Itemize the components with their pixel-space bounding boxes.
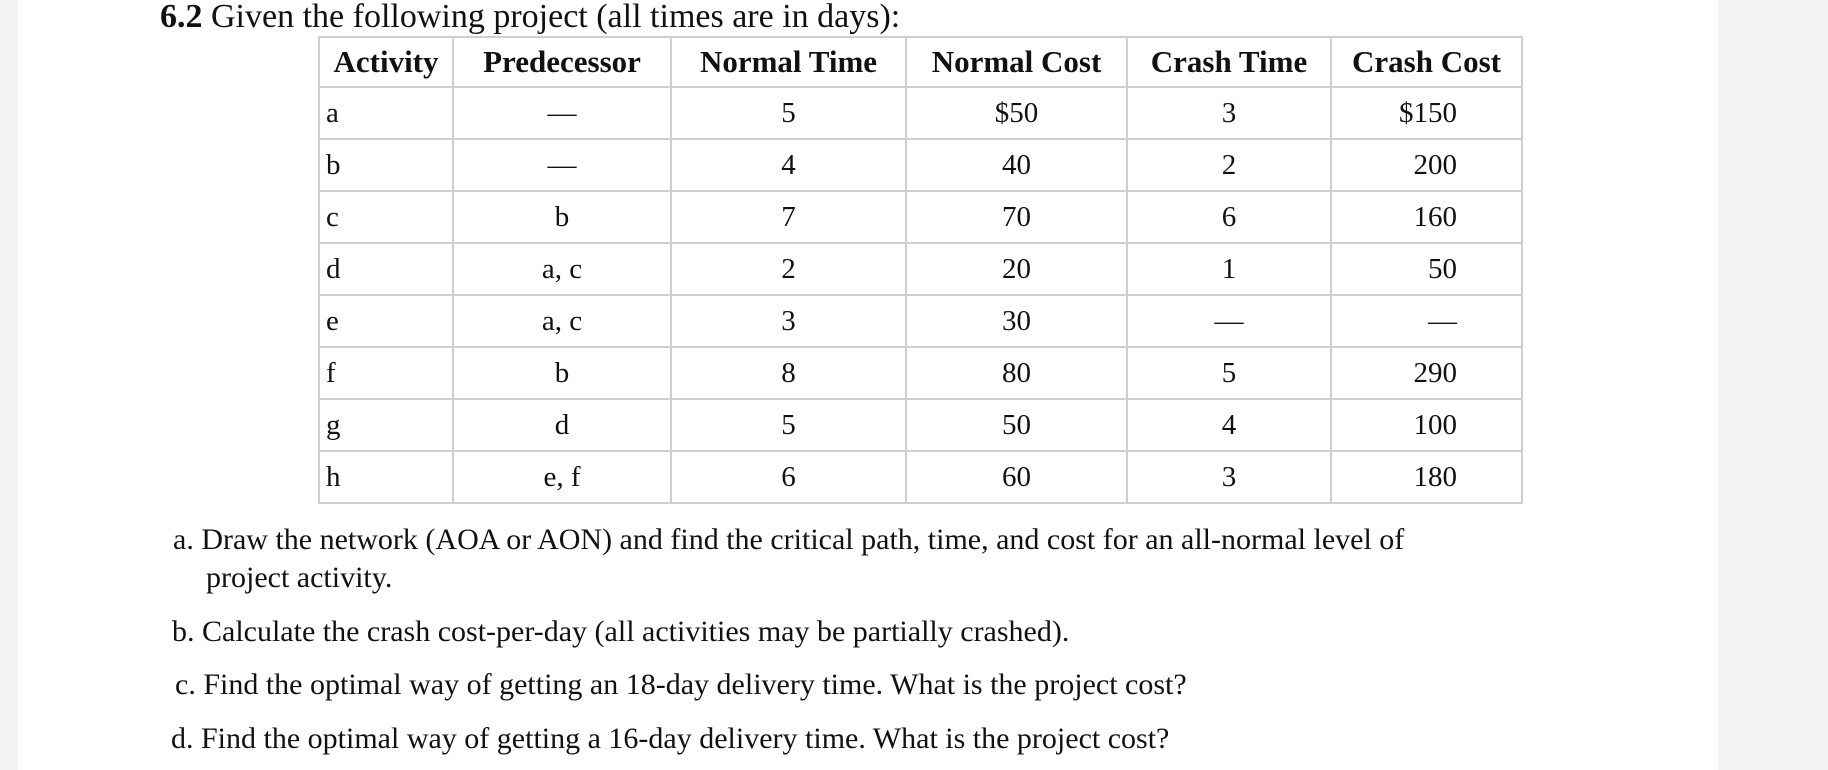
cell-crash-time: 1 bbox=[1127, 243, 1331, 295]
cell-crash-time: 6 bbox=[1127, 191, 1331, 243]
document-page bbox=[18, 0, 1718, 770]
cell-activity: e bbox=[319, 295, 453, 347]
cell-normal-time: 8 bbox=[671, 347, 906, 399]
table-header-row bbox=[319, 37, 1522, 87]
project-table bbox=[318, 36, 1523, 504]
cell-activity: f bbox=[319, 347, 453, 399]
cell-crash-cost: 180 bbox=[1331, 451, 1522, 503]
cell-normal-time: 5 bbox=[671, 399, 906, 451]
cell-activity: b bbox=[319, 139, 453, 191]
cell-crash-time: 3 bbox=[1127, 87, 1331, 139]
cell-predecessor: e, f bbox=[453, 451, 671, 503]
cell-predecessor: — bbox=[453, 87, 671, 139]
cell-crash-time: — bbox=[1127, 295, 1331, 347]
question-c: c. Find the optimal way of getting an 18-day delivery time. What is the project cost? bbox=[175, 668, 1187, 701]
cell-predecessor: b bbox=[453, 347, 671, 399]
table-row bbox=[319, 347, 1522, 399]
question-b: b. Calculate the crash cost-per-day (all activities may be partially crashed). bbox=[172, 615, 1070, 648]
table-row bbox=[319, 451, 1522, 503]
cell-normal-time: 5 bbox=[671, 87, 906, 139]
question-d: d. Find the optimal way of getting a 16-day delivery time. What is the project cost? bbox=[171, 722, 1170, 755]
question-a-line1: a. Draw the network (AOA or AON) and find the critical path, time, and cost for an all-normal level of bbox=[173, 523, 1405, 556]
cell-predecessor: — bbox=[453, 139, 671, 191]
header-normal-cost: Normal Cost bbox=[906, 37, 1127, 87]
cell-normal-cost: 40 bbox=[906, 139, 1127, 191]
problem-intro: Given the following project (all times are in days): bbox=[211, 0, 901, 35]
cell-crash-cost: 50 bbox=[1331, 243, 1522, 295]
cell-crash-time: 2 bbox=[1127, 139, 1331, 191]
problem-number: 6.2 bbox=[160, 0, 203, 35]
table-row bbox=[319, 243, 1522, 295]
cell-normal-time: 3 bbox=[671, 295, 906, 347]
problem-heading bbox=[160, 0, 900, 34]
question-a-line2: project activity. bbox=[206, 561, 393, 594]
cell-crash-cost: $150 bbox=[1331, 87, 1522, 139]
cell-activity: c bbox=[319, 191, 453, 243]
cell-activity: d bbox=[319, 243, 453, 295]
table-row bbox=[319, 139, 1522, 191]
cell-crash-cost: — bbox=[1331, 295, 1522, 347]
cell-normal-cost: 80 bbox=[906, 347, 1127, 399]
question-a bbox=[173, 521, 1404, 597]
cell-crash-time: 4 bbox=[1127, 399, 1331, 451]
cell-normal-time: 6 bbox=[671, 451, 906, 503]
header-activity: Activity bbox=[319, 37, 453, 87]
cell-crash-cost: 200 bbox=[1331, 139, 1522, 191]
cell-normal-cost: $50 bbox=[906, 87, 1127, 139]
cell-normal-cost: 50 bbox=[906, 399, 1127, 451]
table-row bbox=[319, 191, 1522, 243]
table-row bbox=[319, 295, 1522, 347]
header-predecessor: Predecessor bbox=[453, 37, 671, 87]
cell-normal-time: 7 bbox=[671, 191, 906, 243]
cell-normal-cost: 60 bbox=[906, 451, 1127, 503]
table-row bbox=[319, 399, 1522, 451]
header-normal-time: Normal Time bbox=[671, 37, 906, 87]
cell-predecessor: a, c bbox=[453, 295, 671, 347]
cell-normal-cost: 20 bbox=[906, 243, 1127, 295]
header-crash-cost: Crash Cost bbox=[1331, 37, 1522, 87]
cell-predecessor: b bbox=[453, 191, 671, 243]
cell-normal-cost: 70 bbox=[906, 191, 1127, 243]
cell-normal-cost: 30 bbox=[906, 295, 1127, 347]
cell-activity: h bbox=[319, 451, 453, 503]
header-crash-time: Crash Time bbox=[1127, 37, 1331, 87]
cell-activity: g bbox=[319, 399, 453, 451]
cell-normal-time: 4 bbox=[671, 139, 906, 191]
table-row bbox=[319, 87, 1522, 139]
cell-normal-time: 2 bbox=[671, 243, 906, 295]
cell-activity: a bbox=[319, 87, 453, 139]
cell-crash-cost: 100 bbox=[1331, 399, 1522, 451]
cell-crash-cost: 290 bbox=[1331, 347, 1522, 399]
cell-predecessor: d bbox=[453, 399, 671, 451]
cell-crash-cost: 160 bbox=[1331, 191, 1522, 243]
cell-crash-time: 5 bbox=[1127, 347, 1331, 399]
cell-crash-time: 3 bbox=[1127, 451, 1331, 503]
cell-predecessor: a, c bbox=[453, 243, 671, 295]
